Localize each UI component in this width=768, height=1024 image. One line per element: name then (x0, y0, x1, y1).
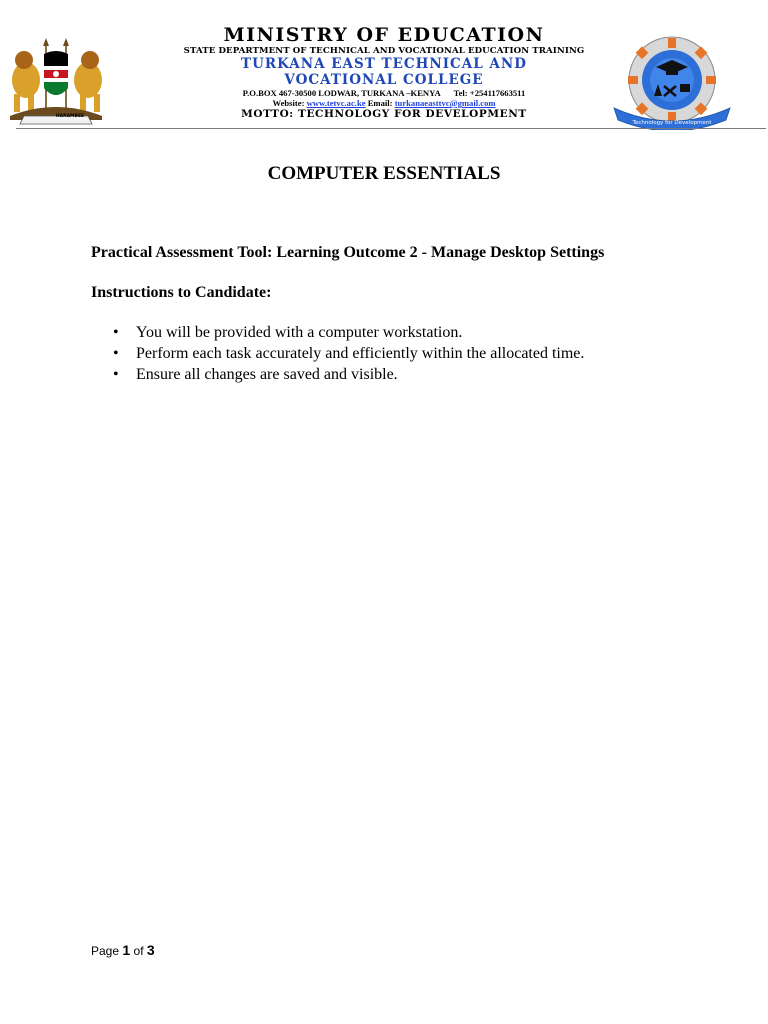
website-label: Website: (272, 98, 305, 108)
instruction-text: Perform each task accurately and efficiently within the allocated time. (136, 345, 585, 362)
department-heading: STATE DEPARTMENT OF TECHNICAL AND VOCATIONAL EDUCATION TRAINING (183, 46, 585, 56)
postal-address: P.O.BOX 467-30500 LODWAR, TURKANA –KENYA (242, 88, 441, 98)
motto: MOTTO: TECHNOLOGY FOR DEVELOPMENT (241, 108, 527, 120)
bullet-icon: • (113, 345, 119, 362)
website-link[interactable]: www.tetvc.ac.ke (306, 98, 366, 108)
list-item (91, 343, 584, 364)
document-title: COMPUTER ESSENTIALS (267, 163, 501, 184)
instruction-text: You will be provided with a computer workstation. (136, 324, 463, 341)
assessment-subtitle: Practical Assessment Tool: Learning Outcome 2 - Manage Desktop Settings (91, 244, 605, 261)
email-link[interactable]: turkanaeasttvc@gmail.com (394, 98, 496, 108)
bullet-icon: • (113, 324, 119, 341)
page-label: Page (91, 944, 120, 958)
list-item (91, 322, 584, 343)
of-label: of (133, 944, 144, 958)
instructions-list (91, 322, 584, 385)
logo-banner-text: Technology for Development (632, 120, 712, 126)
telephone: Tel: +254117663511 (453, 88, 526, 98)
contact-line (0, 98, 768, 108)
ministry-heading: MINISTRY OF EDUCATION (223, 24, 545, 46)
coat-banner-text: HARAMBEE (55, 114, 85, 119)
list-item (91, 364, 584, 385)
page-number-footer (91, 942, 155, 958)
header-divider (16, 128, 766, 129)
bullet-icon: • (113, 366, 119, 383)
college-name-line1: TURKANA EAST TECHNICAL AND (241, 56, 527, 72)
address-line (0, 88, 768, 98)
instruction-text: Ensure all changes are saved and visible. (136, 366, 398, 383)
email-label: Email: (367, 98, 393, 108)
college-name-line2: VOCATIONAL COLLEGE (284, 72, 484, 88)
page-total: 3 (146, 942, 155, 958)
page-current: 1 (122, 942, 131, 958)
instructions-heading: Instructions to Candidate: (91, 284, 272, 301)
